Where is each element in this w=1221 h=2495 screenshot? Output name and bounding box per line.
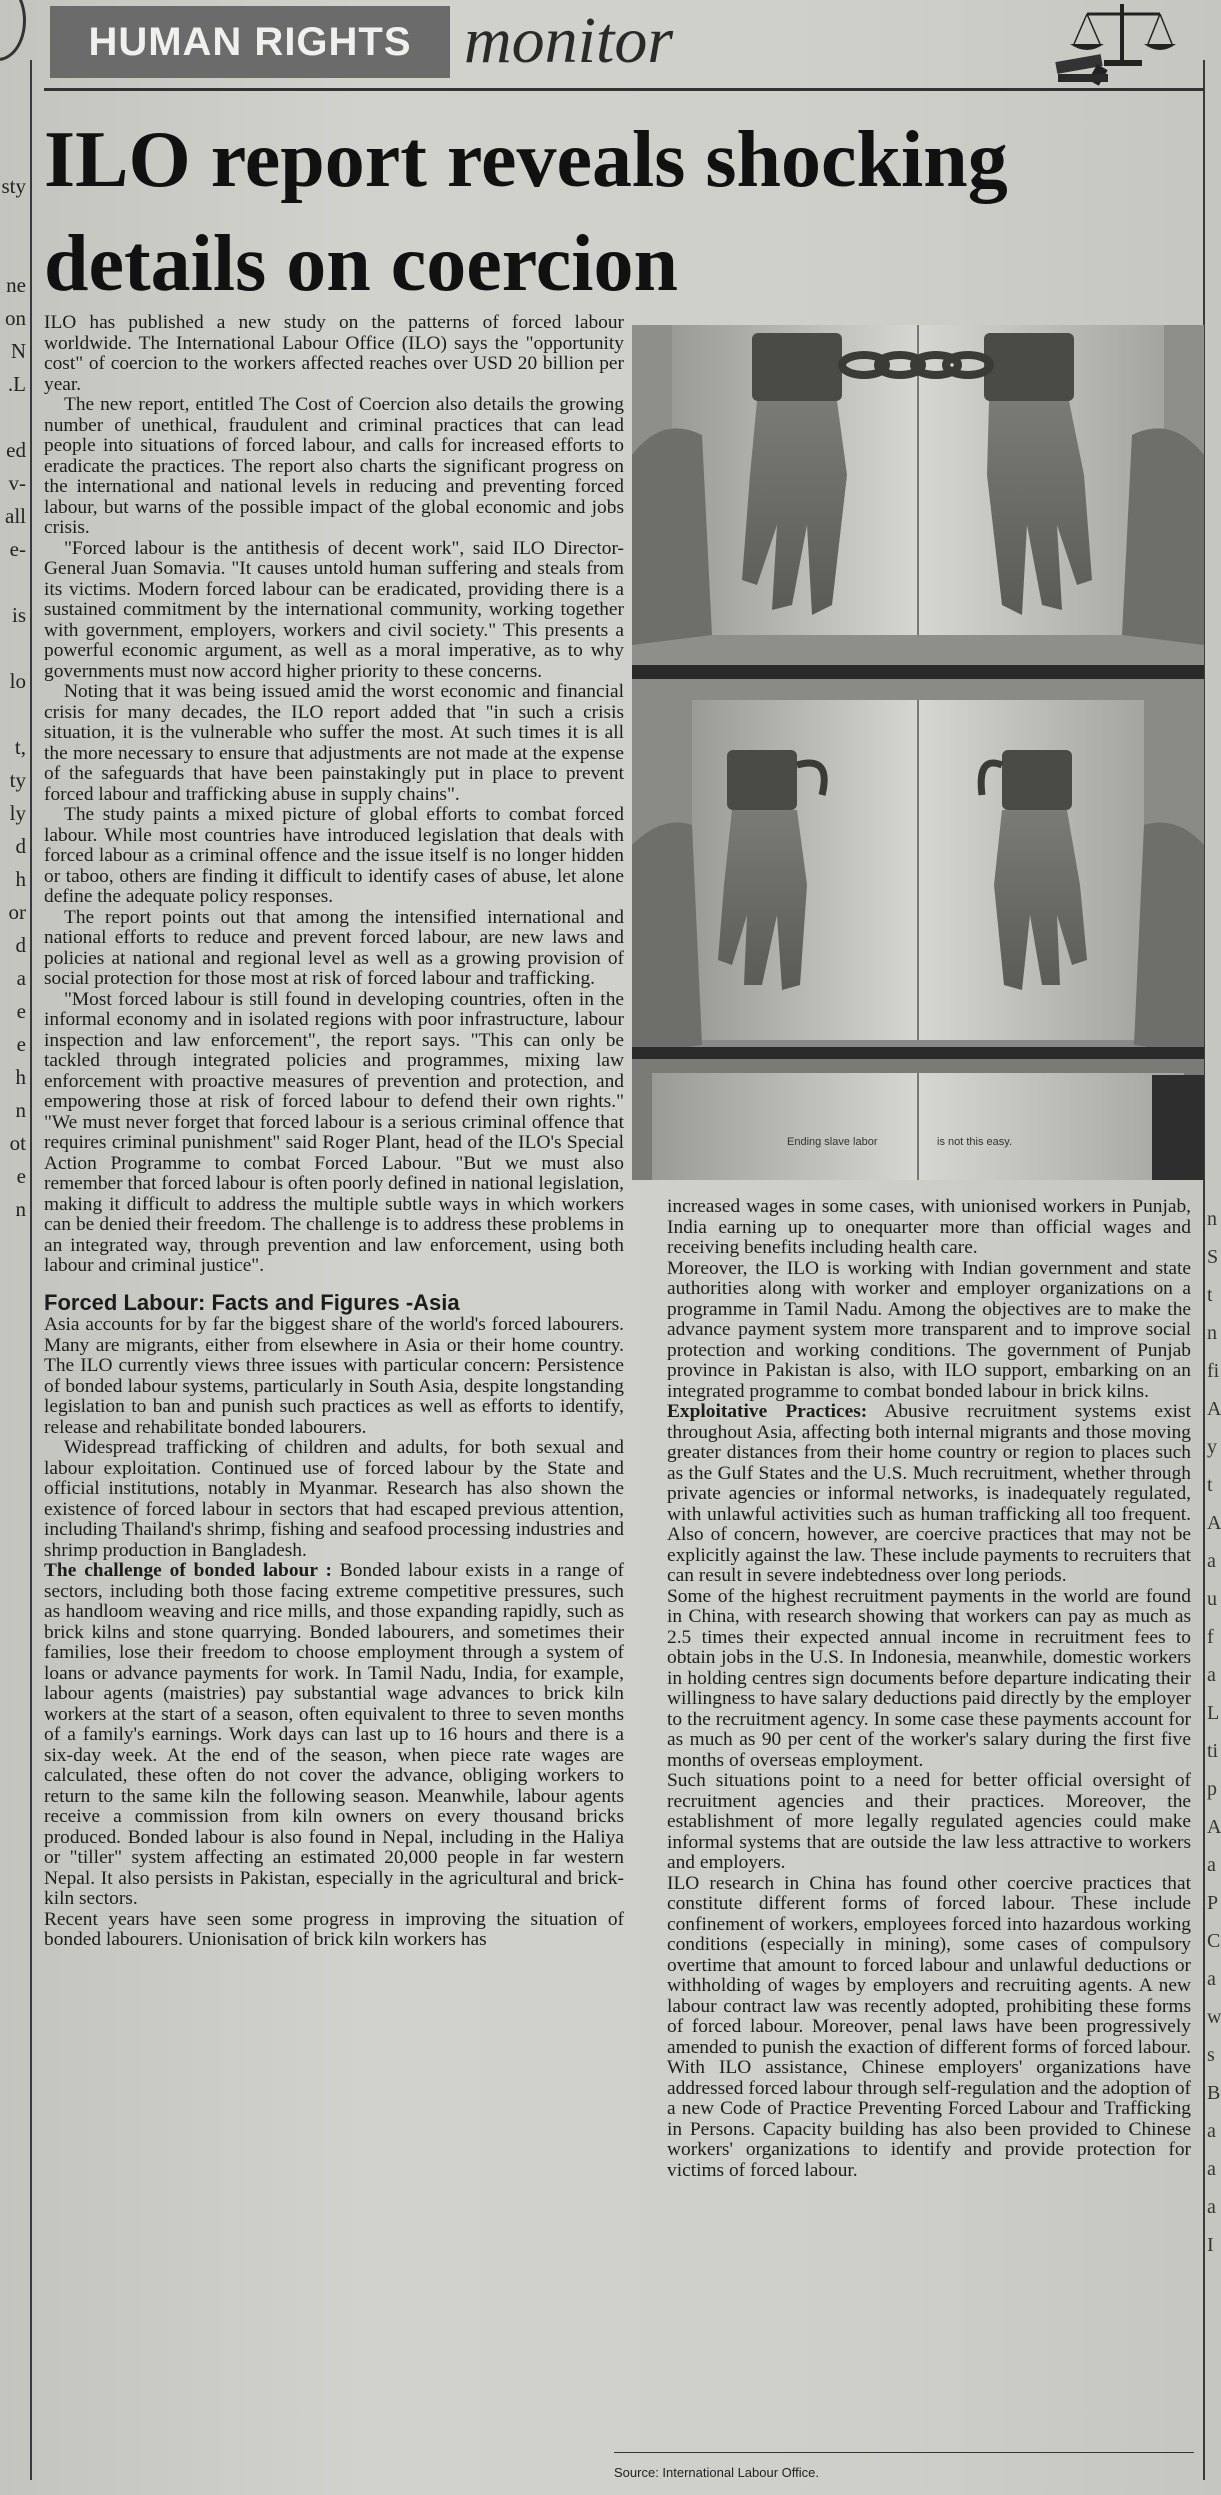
bleed-fragment: a xyxy=(1207,2158,1216,2180)
section-label: HUMAN RIGHTS xyxy=(50,6,450,78)
bleed-fragment: fi xyxy=(1207,1360,1220,1382)
bleed-fragment: N xyxy=(10,339,26,363)
bleed-fragment: C xyxy=(1207,1930,1221,1952)
bleed-fragment: e xyxy=(16,999,26,1023)
paragraph: ILO research in China has found other coercive practices that constitute different forms of forced labour. These include confinement of workers, employees forced into hazardous working conditions (especially in mining), some cases of compulsory overtime that amount to forced labour and unlawful deductions or withholding of wages by employers and recruiting agents. A new labour contract law was recently adopted, prohibiting these forms of forced labour. Moreover, penal laws have been progressively amended to punish the exaction of different forms of forced labour. With ILO assistance, Chinese employers' organizations have addressed forced labour through self-regulation and the adoption of a new Code of Practice Preventing Forced Labour and Trafficking in Persons. Capacity building has also been provided to Chinese workers' organizations to identify and provide protection for victims of forced labour. xyxy=(667,1872,1191,2181)
bleed-fragment: .L xyxy=(7,372,26,396)
paragraph: Widespread trafficking of children and adults, for both sexual and labour exploitation. Continued use of forced labour by the State and official institutions, notably in Myanmar. Research has also shown the existence of forced labour in sectors that had escaped previous attention, including Thailand's shrimp, fishing and seafood processing industries and shrimp production in Bangladesh. xyxy=(44,1437,624,1561)
bleed-fragment: ne xyxy=(6,273,26,297)
scales-of-justice-icon xyxy=(1052,0,1182,86)
headline-line-2: details on coercion xyxy=(44,220,679,308)
photo-image xyxy=(632,325,1204,1180)
headline-line-1: ILO report reveals shocking xyxy=(44,116,1008,204)
paragraph: ILO has published a new study on the patterns of forced labour worldwide. The International Labour Office (ILO) says the "opportunity cost" of coercion to the workers affected reaches over USD 20 billion per year. xyxy=(44,312,624,395)
section-header xyxy=(44,0,1204,91)
bleed-fragment: a xyxy=(1207,1968,1216,1990)
bonded-labour-lead: The challenge of bonded labour : xyxy=(44,1560,332,1581)
bleed-fragment: is xyxy=(11,603,26,627)
bleed-fragment: w xyxy=(1207,2006,1221,2028)
paragraph-bonded-labour xyxy=(44,1561,624,1910)
paragraph: "Most forced labour is still found in developing countries, often in the informal economy and in isolated regions with poor infrastructure, labour inspection and law enforcement", the report says. "This can only be tackled through integrated policies and programmes, mixing law enforcement with proactive measures of prevention and protection, and empowering those at risk of forced labour to defend their own rights." "We must never forget that forced labour is a serious criminal offence that requires criminal punishment" said Roger Plant, head of the ILO's Special Action Programme to combat Forced Labour. "But we must also remember that forced labour is often poorly defined in national legislation, making it difficult to address the multiple subtle ways in which workers can be denied their freedom. The challenge is to address these problems in an integrated way, through prevention and law enforcement, using both labour and criminal justice". xyxy=(44,988,624,1276)
paragraph: The study paints a mixed picture of global efforts to combat forced labour. While most countries have introduced legislation that deals with forced labour as a criminal offence and the issue itself is no longer hidden or taboo, others are finding it difficult to identify cases of abuse, let alone define the adequate policy responses. xyxy=(44,804,624,907)
bleed-fragment: ty xyxy=(9,768,26,792)
paragraph: Asia accounts for by far the biggest share of the world's forced labourers. Many are migrants, either from elsewhere in Asia or their home country. The ILO currently views three issues with particular concern: Persistence of bonded labour systems, particularly in South Asia, despite longstanding legislation to ban and punish such practices as well as efforts to identify, release and rehabilitate bonded labourers. xyxy=(44,1314,624,1438)
bleed-fragment xyxy=(0,566,26,599)
bleed-fragment: a xyxy=(1207,2120,1216,2142)
paragraph: Recent years have seen some progress in improving the situation of bonded labourers. Unionisation of brick kiln workers has xyxy=(44,1908,624,1950)
bleed-fragment: f xyxy=(1207,1626,1214,1648)
bleed-fragment: n xyxy=(1207,1322,1217,1344)
bleed-fragment: h xyxy=(15,1065,26,1089)
headline xyxy=(44,108,1174,316)
bleed-fragment: B xyxy=(1207,2082,1221,2104)
bleed-fragment: a xyxy=(1207,2196,1216,2218)
left-column-rule xyxy=(30,60,32,2480)
bleed-fragment: A xyxy=(1207,1398,1221,1420)
paragraph: Moreover, the ILO is working with Indian government and state authorities along with worker and employer organizations on a programme in Tamil Nadu. Among the objectives are to make the advance payment system more transparent and to improve social protection and working conditions. The government of Punjab province in Pakistan is also, with ILO support, embarking on an integrated programme to combat bonded labour in brick kilns. xyxy=(667,1257,1191,1402)
paragraph: Such situations point to a need for better official oversight of recruitment agencies and their practices. Moreover, the establishment of more legally regulated agencies could make informal systems that are outside the law less attractive to workers and employers. xyxy=(667,1770,1191,1873)
photo-caption-left: Ending slave labor xyxy=(787,1136,878,1148)
bleed-fragment: h xyxy=(15,867,26,891)
bleed-fragment: n xyxy=(15,1197,26,1221)
bleed-fragment: lo xyxy=(9,669,26,693)
bleed-fragment: I xyxy=(1207,2234,1214,2256)
adjacent-column-bleed-right xyxy=(1207,1200,1221,2490)
bleed-fragment: a xyxy=(16,966,26,990)
bleed-fragment: a xyxy=(1207,1550,1216,1572)
section-word: monitor xyxy=(464,4,674,77)
bleed-fragment: all xyxy=(5,504,26,528)
paragraph: Some of the highest recruitment payments in the world are found in China, with research showing that workers can pay as much as 2.5 times their expected annual income in recruitment fees to obtain jobs in the U.S. In Indonesia, meanwhile, domestic workers in holding centres sign documents before departure indicating their willingness to have salary deductions paid directly by the employer to the recruitment agency. In some case these payments account for as much as 90 per cent of the worker's salary during the first five months of overseas employment. xyxy=(667,1585,1191,1771)
bleed-fragment: ly xyxy=(9,801,26,825)
bleed-fragment: p xyxy=(1207,1778,1217,1800)
bleed-fragment: e xyxy=(16,1164,26,1188)
bleed-fragment: A xyxy=(1207,1816,1221,1838)
adjacent-column-bleed-left xyxy=(0,170,26,1221)
bleed-fragment xyxy=(0,698,26,731)
bleed-fragment xyxy=(0,632,26,665)
bleed-fragment: ed xyxy=(6,438,26,462)
bleed-fragment: e xyxy=(16,1032,26,1056)
source-credit: Source: International Labour Office. xyxy=(614,2452,1194,2480)
bleed-fragment xyxy=(0,401,26,434)
bleed-fragment: A xyxy=(1207,1512,1221,1534)
bleed-fragment: n xyxy=(1207,1208,1217,1230)
bleed-fragment: a xyxy=(1207,1664,1216,1686)
bleed-fragment xyxy=(0,203,26,236)
bleed-fragment: n xyxy=(15,1098,26,1122)
bleed-fragment: sty xyxy=(1,174,26,198)
bleed-fragment: a xyxy=(1207,1854,1216,1876)
paragraph: increased wages in some cases, with unionised workers in Punjab, India earning up to onequarter more than official wages and receiving benefits including health care. xyxy=(667,1196,1191,1258)
paragraph: "Forced labour is the antithesis of decent work", said ILO Director-General Juan Somavia. "It causes untold human suffering and steals from its victims. Modern forced labour can be eradicated, providing there is a sustained commitment by the international community, working together with government, employers, workers and civil society." This presents a powerful economic argument, as well as a moral imperative, as to why governments must now accord higher priority to these concerns. xyxy=(44,537,624,682)
exploitative-practices-text: Abusive recruitment systems exist throughout Asia, affecting both internal migrants and those moving greater distances from their home country or region to places such as the Gulf States and the U.S. Much recruitment, whether through private agencies or informal networks, is inadequately regulated, with unlawful activities such as human trafficking all too frequent. Also of concern, however, are coercive practices that may not be explicitly against the law. These include payments to recruiters that can result in severe indebtedness over long periods. xyxy=(667,1401,1191,1586)
article-left-column xyxy=(44,313,624,1951)
subhead-asia: Forced Labour: Facts and Figures -Asia xyxy=(44,1289,460,1315)
exploitative-practices-lead: Exploitative Practices: xyxy=(667,1401,868,1422)
bleed-fragment: on xyxy=(5,306,26,330)
bleed-fragment: d xyxy=(15,933,26,957)
photo-shackled-hands xyxy=(632,325,1204,1180)
bleed-fragment: L xyxy=(1207,1702,1220,1724)
bleed-fragment: s xyxy=(1207,2044,1215,2066)
bleed-fragment: t xyxy=(1207,1474,1213,1496)
bleed-fragment: P xyxy=(1207,1892,1219,1914)
photo-caption-right: is not this easy. xyxy=(937,1136,1012,1148)
bleed-fragment: d xyxy=(15,834,26,858)
bleed-fragment: t xyxy=(1207,1284,1213,1306)
article-right-column xyxy=(667,1197,1191,2181)
bleed-fragment xyxy=(0,236,26,269)
paragraph: The report points out that among the intensified international and national efforts to reduce and prevent forced labour, are new laws and policies at national and regional level as well as a growing provision of social protection for those most at risk of forced labour and trafficking. xyxy=(44,906,624,989)
paragraph-exploitative-practices xyxy=(667,1402,1191,1587)
bleed-fragment: t, xyxy=(14,735,26,759)
bleed-fragment: S xyxy=(1207,1246,1219,1268)
bleed-fragment: or xyxy=(8,900,26,924)
bonded-labour-text: Bonded labour exists in a range of sectors, including both those facing extreme competitive pressures, such as handloom weaving and rice mills, and those expanding rapidly, such as brick kilns and stone quarrying. Bonded labourers, and sometimes their families, lose their freedom to choose employment through a system of loans or advance payments for work. In Tamil Nadu, India, for example, labour agents (maistries) pay substantial wage advances to brick kiln workers at the start of a season, often equivalent to three to seven months of a family's earnings. Work days can last up to 16 hours and there is a six-day week. At the end of the season, when piece rate wages are calculated, these often do not cover the advance, obliging workers to return to the same kiln the following season. Meanwhile, labour agents receive a commission from kiln owners on every thousand bricks produced. Bonded labour is also found in Nepal, including in the Haliya or "tiller" system affecting an estimated 20,000 people in far western Nepal. It also persists in Pakistan, especially in the agricultural and brick-kiln sectors. xyxy=(44,1560,624,1909)
bleed-fragment: e- xyxy=(9,537,26,561)
paragraph: Noting that it was being issued amid the worst economic and financial crisis for many decades, the ILO report added that "in such a crisis situation, it is the vulnerable who suffer the most. At such times it is all the more necessary to ensure that adjustments are not made at the expense of the safeguards that have been painstakingly put in place to prevent forced labour and trafficking abuse in supply chains". xyxy=(44,681,624,805)
paragraph: The new report, entitled The Cost of Coercion also details the growing number of unethical, fraudulent and criminal practices that can lead people into situations of forced labour, and calls for increased efforts to eradicate the practices. The report also charts the significant progress on the international and national levels in reducing and preventing forced labour, but warns of the possible impact of the global economic and jobs crisis. xyxy=(44,394,624,538)
bleed-fragment: u xyxy=(1207,1588,1217,1610)
bleed-fragment: ot xyxy=(9,1131,26,1155)
bleed-fragment: y xyxy=(1207,1436,1217,1458)
bleed-fragment: v- xyxy=(8,471,26,495)
bleed-fragment: ti xyxy=(1207,1740,1219,1762)
